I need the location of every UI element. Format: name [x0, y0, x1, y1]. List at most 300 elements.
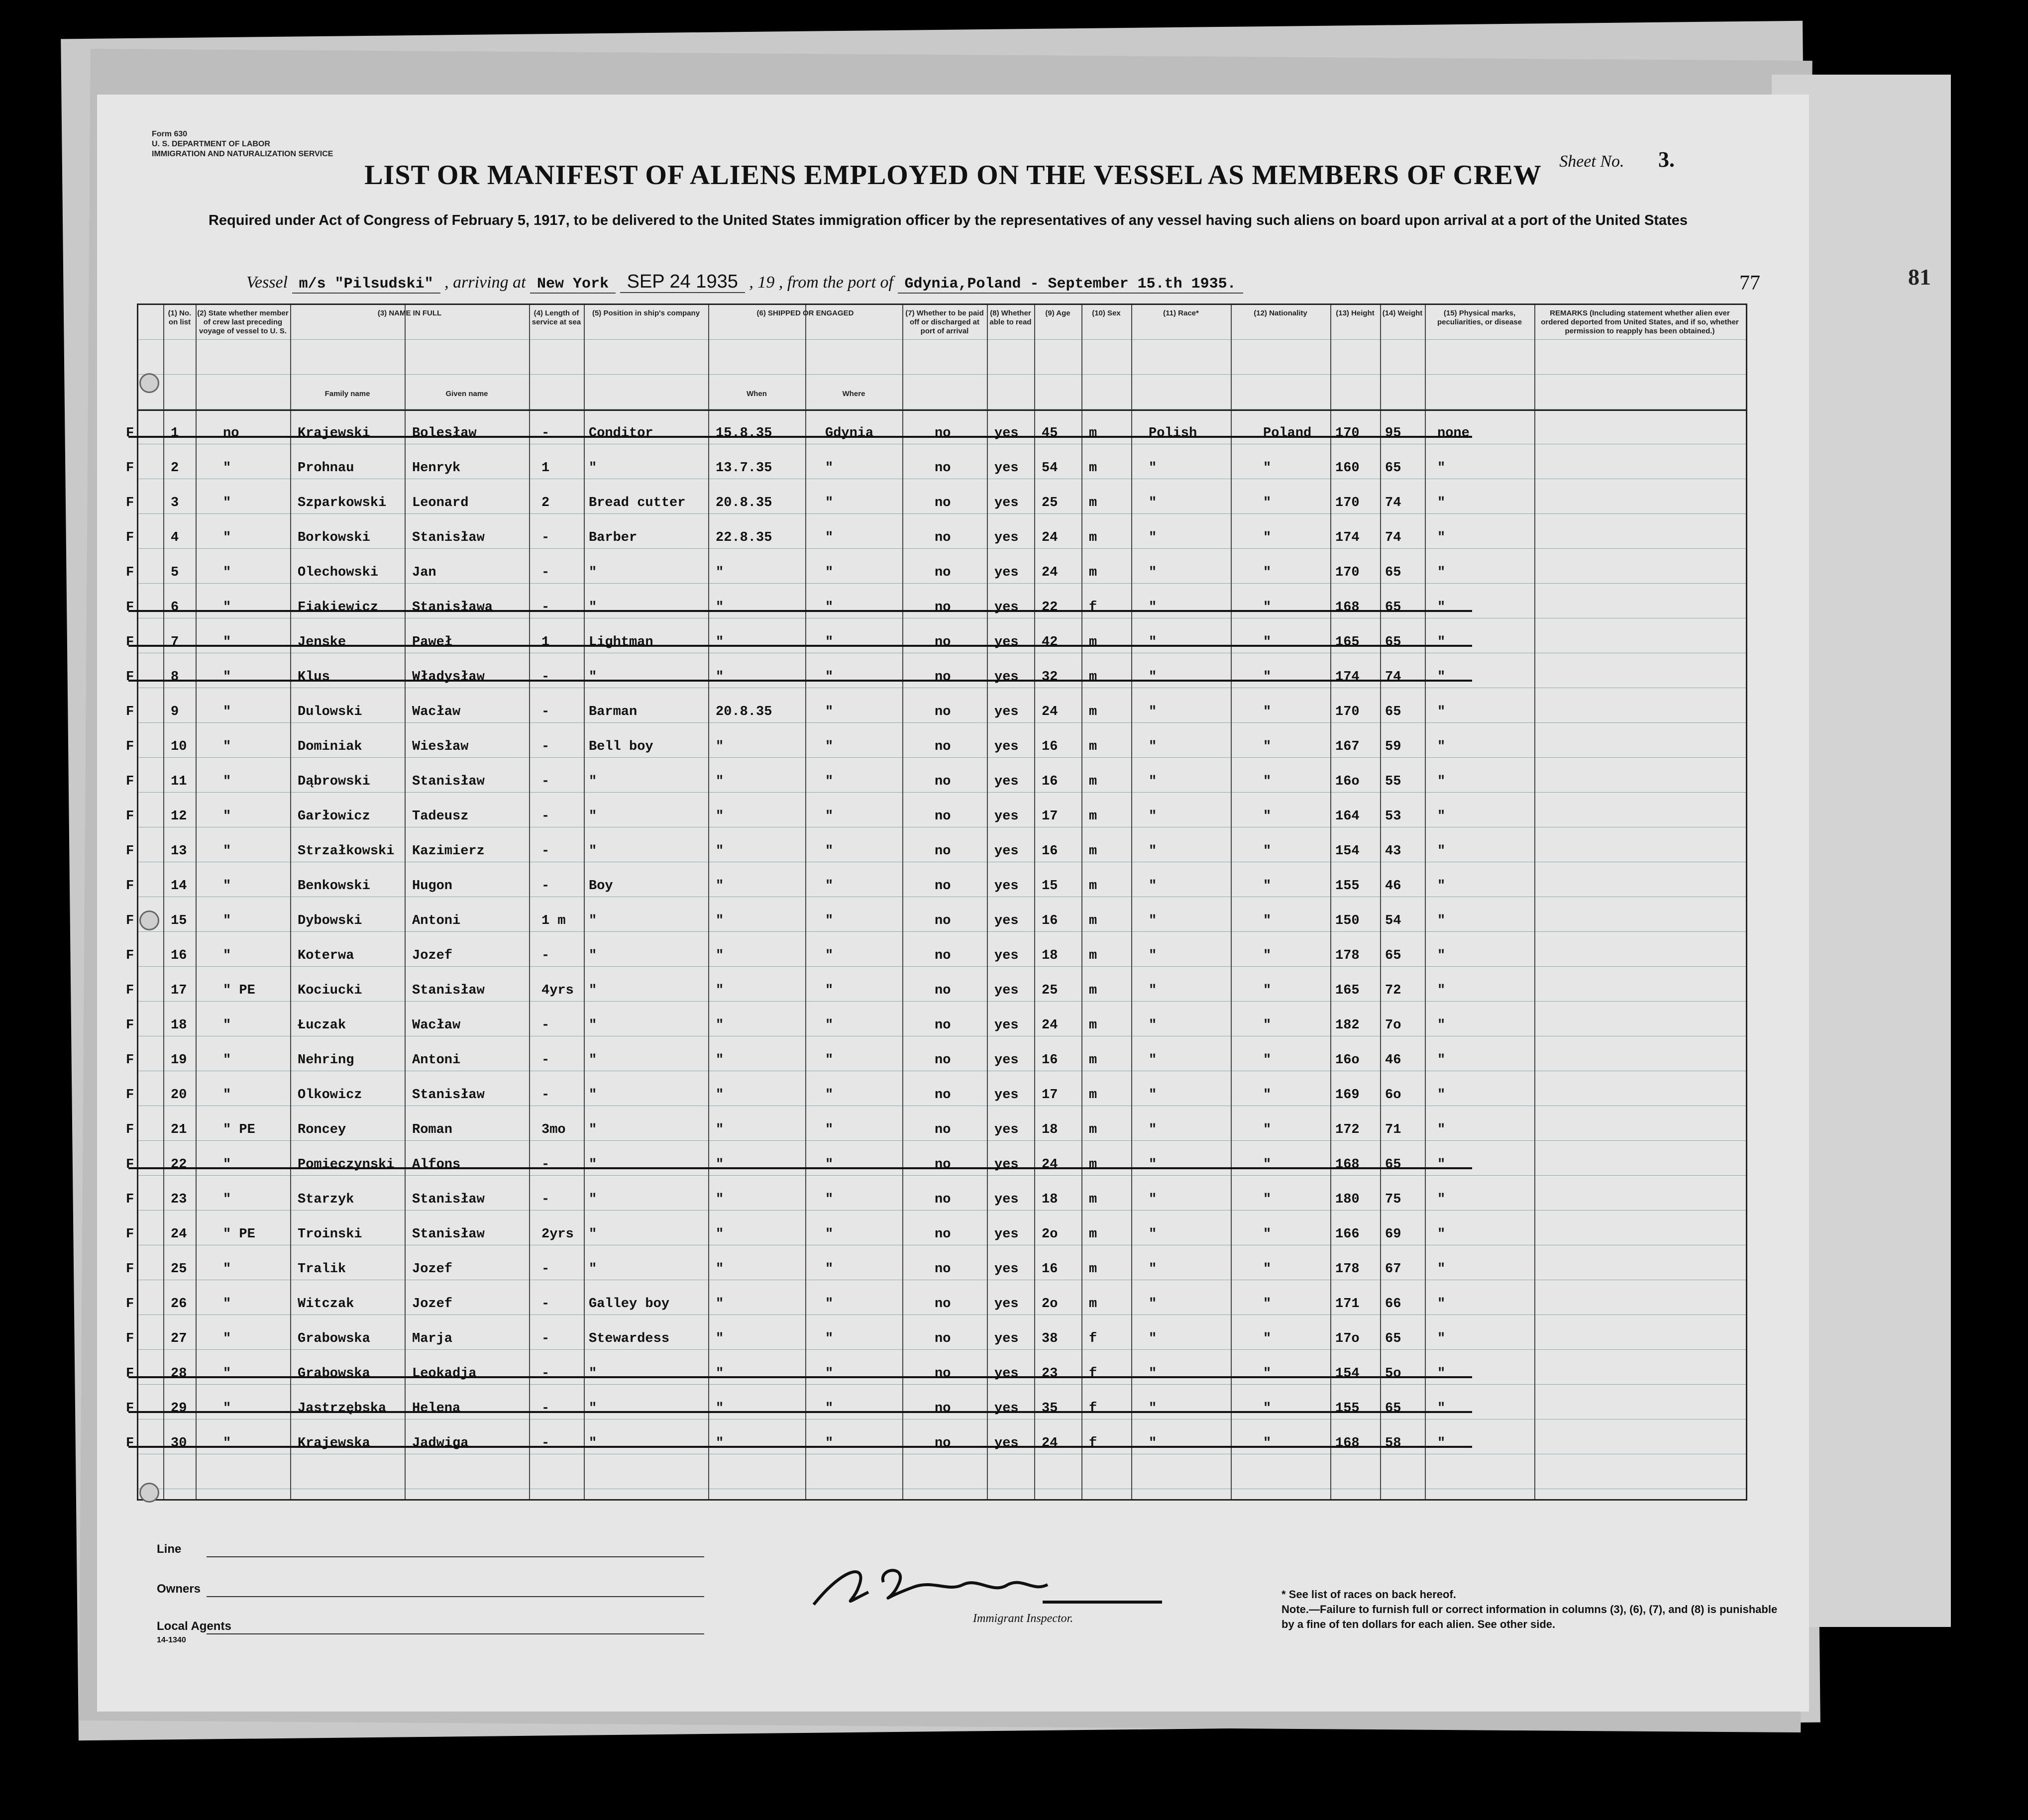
agents-field	[207, 1633, 704, 1634]
cell-given: Kazimierz	[412, 844, 485, 859]
cell-family: Jenske	[298, 635, 346, 650]
cell-family: Łuczak	[298, 1018, 346, 1033]
department-name: U. S. DEPARTMENT OF LABOR	[152, 140, 270, 148]
cell-paid: no	[935, 774, 951, 789]
vessel-name: m/s "Pilsudski"	[292, 276, 440, 294]
cell-marks: "	[1437, 705, 1446, 719]
cell-where: "	[825, 1297, 834, 1312]
cell-prev: "	[223, 670, 231, 685]
cell-race: "	[1149, 1053, 1157, 1068]
cell-position: "	[589, 1122, 597, 1137]
cell-weight: 71	[1385, 1122, 1401, 1137]
cell-family: Dybowski	[298, 913, 362, 928]
cell-no: 28	[171, 1366, 187, 1381]
cell-marks: "	[1437, 739, 1446, 754]
col-header-weight: (14) Weight	[1382, 309, 1423, 317]
cell-when: "	[716, 1157, 724, 1172]
col-header-race: (11) Race*	[1163, 309, 1199, 317]
cell-read: yes	[994, 1122, 1019, 1137]
col-header-previous: (2) State whether member of crew last preceding voyage of vessel to U. S.	[197, 309, 289, 335]
cell-nationality: "	[1263, 1436, 1272, 1451]
cell-prev: "	[223, 809, 231, 824]
cell-height: 166	[1335, 1227, 1360, 1242]
cell-weight: 65	[1385, 1331, 1401, 1346]
cell-age: 2o	[1042, 1227, 1058, 1242]
cell-nationality: "	[1263, 1331, 1272, 1346]
cell-mark: F	[126, 530, 134, 545]
cell-nationality: "	[1263, 879, 1272, 894]
cell-age: 16	[1042, 1053, 1058, 1068]
from-label: , from the port of	[778, 273, 893, 292]
cell-mark: F	[126, 1401, 134, 1416]
cell-no: 17	[171, 983, 187, 998]
strike-line	[138, 417, 1472, 452]
cell-service: 4yrs	[541, 983, 574, 998]
table-row	[126, 1218, 1746, 1253]
cell-position: Barman	[589, 705, 638, 719]
cell-race: "	[1149, 1436, 1157, 1451]
cell-mark: F	[126, 496, 134, 510]
owners-label: Owners	[157, 1582, 201, 1596]
cell-age: 18	[1042, 1192, 1058, 1207]
cell-given: Stanisław	[412, 983, 485, 998]
cell-given: Jan	[412, 565, 436, 580]
cell-family: Prohnau	[298, 461, 354, 476]
page-title: LIST OR MANIFEST OF ALIENS EMPLOYED ON THE VESSEL AS MEMBERS OF CREW	[364, 160, 1542, 191]
cell-position: "	[589, 1088, 597, 1103]
cell-prev: "	[223, 1401, 231, 1416]
cell-where: "	[825, 739, 834, 754]
cell-weight: 95	[1385, 426, 1401, 441]
strike-line	[138, 1392, 1472, 1427]
cell-nationality: "	[1263, 1192, 1272, 1207]
cell-family: Grabowska	[298, 1331, 370, 1346]
col-header-sex: (10) Sex	[1092, 309, 1121, 317]
cell-family: Koterwa	[298, 948, 354, 963]
cell-mark: F	[126, 600, 134, 615]
cell-position: "	[589, 774, 597, 789]
cell-read: yes	[994, 1053, 1019, 1068]
cell-when: "	[716, 1227, 724, 1242]
cell-read: yes	[994, 913, 1019, 928]
cell-marks: "	[1437, 670, 1446, 685]
cell-height: 17o	[1335, 1331, 1360, 1346]
cell-service: 1	[541, 461, 550, 476]
cell-sex: m	[1089, 809, 1097, 824]
cell-family: Witczak	[298, 1297, 354, 1312]
cell-marks: "	[1437, 1122, 1446, 1137]
cell-where: "	[825, 670, 834, 685]
margin-number: 81	[1908, 264, 1931, 290]
cell-marks: "	[1437, 461, 1446, 476]
cell-mark: F	[126, 983, 134, 998]
cell-sex: m	[1089, 1262, 1097, 1277]
cell-sex: m	[1089, 844, 1097, 859]
cell-given: Wiesław	[412, 739, 469, 754]
cell-mark: F	[126, 1227, 134, 1242]
cell-weight: 66	[1385, 1297, 1401, 1312]
cell-service: -	[541, 774, 550, 789]
cell-family: Olechowski	[298, 565, 379, 580]
cell-position: "	[589, 844, 597, 859]
cell-no: 30	[171, 1436, 187, 1451]
cell-service: -	[541, 1401, 550, 1416]
cell-race: Polish	[1149, 426, 1197, 441]
cell-paid: no	[935, 983, 951, 998]
cell-where: Gdynia	[825, 426, 874, 441]
cell-where: "	[825, 1227, 834, 1242]
cell-given: Paweł	[412, 635, 453, 650]
cell-read: yes	[994, 635, 1019, 650]
strike-line	[138, 626, 1472, 661]
cell-age: 24	[1042, 1436, 1058, 1451]
cell-no: 22	[171, 1157, 187, 1172]
cell-prev: "	[223, 1088, 231, 1103]
cell-race: "	[1149, 1018, 1157, 1033]
table-row	[126, 870, 1746, 905]
cell-nationality: "	[1263, 565, 1272, 580]
cell-age: 2o	[1042, 1297, 1058, 1312]
cell-marks: "	[1437, 565, 1446, 580]
cell-prev: " PE	[223, 1122, 255, 1137]
cell-where: "	[825, 461, 834, 476]
cell-mark: F	[126, 844, 134, 859]
cell-mark: F	[126, 1262, 134, 1277]
cell-age: 25	[1042, 983, 1058, 998]
cell-read: yes	[994, 1436, 1019, 1451]
cell-given: Stanisława	[412, 600, 493, 615]
cell-race: "	[1149, 496, 1157, 510]
cell-race: "	[1149, 809, 1157, 824]
cell-read: yes	[994, 1366, 1019, 1381]
inspector-label: Immigrant Inspector.	[973, 1612, 1073, 1625]
cell-paid: no	[935, 1401, 951, 1416]
cell-height: 168	[1335, 600, 1360, 615]
cell-service: -	[541, 1331, 550, 1346]
sheet-label: Sheet No.	[1559, 152, 1624, 171]
table-row	[126, 1148, 1746, 1183]
cell-position: "	[589, 1018, 597, 1033]
cell-service: -	[541, 1157, 550, 1172]
cell-position: "	[589, 1401, 597, 1416]
cell-where: "	[825, 496, 834, 510]
cell-sex: m	[1089, 426, 1097, 441]
fine-note: Note.—Failure to furnish full or correct information in columns (3), (6), (7), and (8) is punishable by a fine of ten dollars for each alien. See other side.	[1281, 1603, 1778, 1630]
cell-service: -	[541, 844, 550, 859]
cell-nationality: "	[1263, 1053, 1272, 1068]
cell-marks: "	[1437, 1018, 1446, 1033]
cell-age: 35	[1042, 1401, 1058, 1416]
cell-read: yes	[994, 705, 1019, 719]
cell-sex: m	[1089, 461, 1097, 476]
cell-given: Antoni	[412, 913, 461, 928]
manifest-page	[97, 95, 1809, 1712]
cell-when: "	[716, 1297, 724, 1312]
cell-age: 38	[1042, 1331, 1058, 1346]
cell-nationality: "	[1263, 1297, 1272, 1312]
table-row	[126, 1253, 1746, 1288]
cell-paid: no	[935, 530, 951, 545]
cell-weight: 7o	[1385, 1018, 1401, 1033]
table-row	[126, 452, 1746, 487]
cell-marks: "	[1437, 1436, 1446, 1451]
cell-paid: no	[935, 1157, 951, 1172]
cell-service: -	[541, 1366, 550, 1381]
cell-family: Krajewska	[298, 1436, 370, 1451]
cell-race: "	[1149, 774, 1157, 789]
cell-height: 174	[1335, 530, 1360, 545]
cell-nationality: "	[1263, 913, 1272, 928]
cell-family: Strzałkowski	[298, 844, 395, 859]
cell-prev: " PE	[223, 1227, 255, 1242]
cell-nationality: "	[1263, 600, 1272, 615]
cell-weight: 65	[1385, 565, 1401, 580]
cell-marks: "	[1437, 913, 1446, 928]
cell-height: 154	[1335, 1366, 1360, 1381]
binder-hole	[139, 373, 159, 393]
cell-weight: 5o	[1385, 1366, 1401, 1381]
cell-race: "	[1149, 600, 1157, 615]
cell-weight: 75	[1385, 1192, 1401, 1207]
cell-given: Helena	[412, 1401, 461, 1416]
cell-height: 170	[1335, 565, 1360, 580]
col-header-height: (13) Height	[1336, 309, 1375, 317]
cell-weight: 65	[1385, 635, 1401, 650]
cell-service: -	[541, 809, 550, 824]
col-header-read: (8) Whether able to read	[989, 309, 1032, 326]
table-row	[126, 1392, 1746, 1427]
crew-table	[126, 303, 1747, 1501]
cell-marks: "	[1437, 948, 1446, 963]
table-row	[126, 730, 1746, 765]
cell-position: "	[589, 461, 597, 476]
cell-weight: 59	[1385, 739, 1401, 754]
cell-service: -	[541, 426, 550, 441]
cell-race: "	[1149, 565, 1157, 580]
cell-where: "	[825, 948, 834, 963]
cell-position: "	[589, 600, 597, 615]
cell-marks: "	[1437, 844, 1446, 859]
table-row	[126, 591, 1746, 626]
table-row	[126, 696, 1746, 730]
table-row	[126, 1288, 1746, 1322]
cell-mark: F	[126, 461, 134, 476]
cell-race: "	[1149, 913, 1157, 928]
cell-prev: "	[223, 705, 231, 719]
cell-given: Roman	[412, 1122, 453, 1137]
cell-paid: no	[935, 809, 951, 824]
cell-service: -	[541, 1436, 550, 1451]
cell-where: "	[825, 983, 834, 998]
cell-mark: F	[126, 1157, 134, 1172]
cell-race: "	[1149, 705, 1157, 719]
cell-paid: no	[935, 1331, 951, 1346]
cell-given: Leonard	[412, 496, 469, 510]
cell-nationality: "	[1263, 948, 1272, 963]
cell-when: "	[716, 774, 724, 789]
service-name: IMMIGRATION AND NATURALIZATION SERVICE	[152, 150, 333, 158]
cell-when: "	[716, 1018, 724, 1033]
cell-where: "	[825, 1122, 834, 1137]
table-row	[126, 1427, 1746, 1462]
cell-read: yes	[994, 461, 1019, 476]
cell-given: Jozef	[412, 948, 453, 963]
cell-paid: no	[935, 635, 951, 650]
cell-service: -	[541, 1262, 550, 1277]
cell-prev: "	[223, 1366, 231, 1381]
cell-paid: no	[935, 496, 951, 510]
cell-no: 21	[171, 1122, 187, 1137]
cell-given: Stanisław	[412, 530, 485, 545]
cell-when: "	[716, 1122, 724, 1137]
cell-nationality: "	[1263, 530, 1272, 545]
line-field	[207, 1556, 704, 1557]
cell-family: Roncey	[298, 1122, 346, 1137]
cell-service: -	[541, 1018, 550, 1033]
cell-service: 2	[541, 496, 550, 510]
table-row	[126, 1079, 1746, 1113]
cell-marks: "	[1437, 1401, 1446, 1416]
cell-when: "	[716, 565, 724, 580]
vessel-label: Vessel	[246, 273, 288, 292]
cell-race: "	[1149, 1297, 1157, 1312]
cell-when: "	[716, 1192, 724, 1207]
cell-height: 160	[1335, 461, 1360, 476]
cell-no: 25	[171, 1262, 187, 1277]
table-row	[126, 487, 1746, 521]
cell-when: "	[716, 913, 724, 928]
cell-age: 16	[1042, 844, 1058, 859]
cell-no: 2	[171, 461, 179, 476]
cell-no: 26	[171, 1297, 187, 1312]
cell-height: 155	[1335, 1401, 1360, 1416]
cell-paid: no	[935, 844, 951, 859]
cell-mark: F	[126, 670, 134, 685]
cell-given: Wacław	[412, 1018, 461, 1033]
cell-when: "	[716, 635, 724, 650]
cell-service: -	[541, 705, 550, 719]
cell-read: yes	[994, 844, 1019, 859]
cell-mark: F	[126, 1436, 134, 1451]
cell-where: "	[825, 530, 834, 545]
col-header-service: (4) Length of service at sea	[532, 309, 581, 326]
cell-when: "	[716, 670, 724, 685]
cell-where: "	[825, 1436, 834, 1451]
cell-when: "	[716, 809, 724, 824]
cell-given: Jozef	[412, 1297, 453, 1312]
cell-age: 54	[1042, 461, 1058, 476]
cell-no: 15	[171, 913, 187, 928]
cell-sex: f	[1089, 1436, 1097, 1451]
binder-hole	[139, 910, 159, 930]
cell-race: "	[1149, 1157, 1157, 1172]
cell-height: 182	[1335, 1018, 1360, 1033]
cell-family: Troinski	[298, 1227, 362, 1242]
cell-race: "	[1149, 1227, 1157, 1242]
footnotes	[1281, 1587, 1779, 1632]
cell-service: -	[541, 739, 550, 754]
cell-marks: "	[1437, 600, 1446, 615]
cell-position: "	[589, 1262, 597, 1277]
cell-marks: "	[1437, 496, 1446, 510]
cell-age: 16	[1042, 739, 1058, 754]
cell-given: Hugon	[412, 879, 453, 894]
cell-marks: "	[1437, 1088, 1446, 1103]
cell-sex: m	[1089, 1053, 1097, 1068]
cell-mark: F	[126, 1297, 134, 1312]
cell-when: "	[716, 1366, 724, 1381]
cell-paid: no	[935, 948, 951, 963]
cell-nationality: "	[1263, 1366, 1272, 1381]
cell-mark: F	[126, 1088, 134, 1103]
cell-height: 150	[1335, 913, 1360, 928]
cell-age: 18	[1042, 948, 1058, 963]
cell-height: 167	[1335, 739, 1360, 754]
cell-family: Nehring	[298, 1053, 354, 1068]
cell-given: Stanisław	[412, 1227, 485, 1242]
cell-paid: no	[935, 1227, 951, 1242]
cell-race: "	[1149, 1366, 1157, 1381]
cell-nationality: "	[1263, 635, 1272, 650]
cell-prev: "	[223, 948, 231, 963]
cell-service: -	[541, 1088, 550, 1103]
cell-position: "	[589, 1157, 597, 1172]
table-row	[126, 661, 1746, 696]
cell-where: "	[825, 774, 834, 789]
cell-age: 24	[1042, 1157, 1058, 1172]
cell-given: Bolesław	[412, 426, 477, 441]
cell-no: 12	[171, 809, 187, 824]
cell-weight: 6o	[1385, 1088, 1401, 1103]
cell-read: yes	[994, 1401, 1019, 1416]
cell-sex: m	[1089, 1192, 1097, 1207]
cell-sex: m	[1089, 774, 1097, 789]
cell-read: yes	[994, 1297, 1019, 1312]
cell-race: "	[1149, 461, 1157, 476]
cell-service: 1 m	[541, 913, 566, 928]
cell-mark: F	[126, 913, 134, 928]
cell-mark: F	[126, 1122, 134, 1137]
cell-family: Kociucki	[298, 983, 362, 998]
cell-nationality: "	[1263, 1157, 1272, 1172]
cell-sex: m	[1089, 948, 1097, 963]
cell-age: 15	[1042, 879, 1058, 894]
cell-height: 180	[1335, 1192, 1360, 1207]
agents-code: 14-1340	[157, 1636, 186, 1644]
cell-read: yes	[994, 1157, 1019, 1172]
page-subtitle: Required under Act of Congress of February 5, 1917, to be delivered to the United States immigration officer by the representatives of any vessel having such aliens on board upon arrival at a port of the United States	[208, 212, 1688, 228]
cell-sex: f	[1089, 1331, 1097, 1346]
table-row	[126, 626, 1746, 661]
col-header-when: When	[747, 390, 767, 398]
cell-no: 16	[171, 948, 187, 963]
binder-hole	[139, 1483, 159, 1503]
cell-sex: m	[1089, 1157, 1097, 1172]
cell-where: "	[825, 1053, 834, 1068]
cell-sex: m	[1089, 705, 1097, 719]
cell-prev: "	[223, 739, 231, 754]
cell-position: "	[589, 983, 597, 998]
cell-prev: "	[223, 461, 231, 476]
cell-position: Conditor	[589, 426, 653, 441]
table-row	[126, 1044, 1746, 1079]
cell-sex: m	[1089, 739, 1097, 754]
cell-height: 155	[1335, 879, 1360, 894]
cell-marks: "	[1437, 1262, 1446, 1277]
cell-where: "	[825, 705, 834, 719]
cell-marks: "	[1437, 530, 1446, 545]
table-row	[126, 974, 1746, 1009]
